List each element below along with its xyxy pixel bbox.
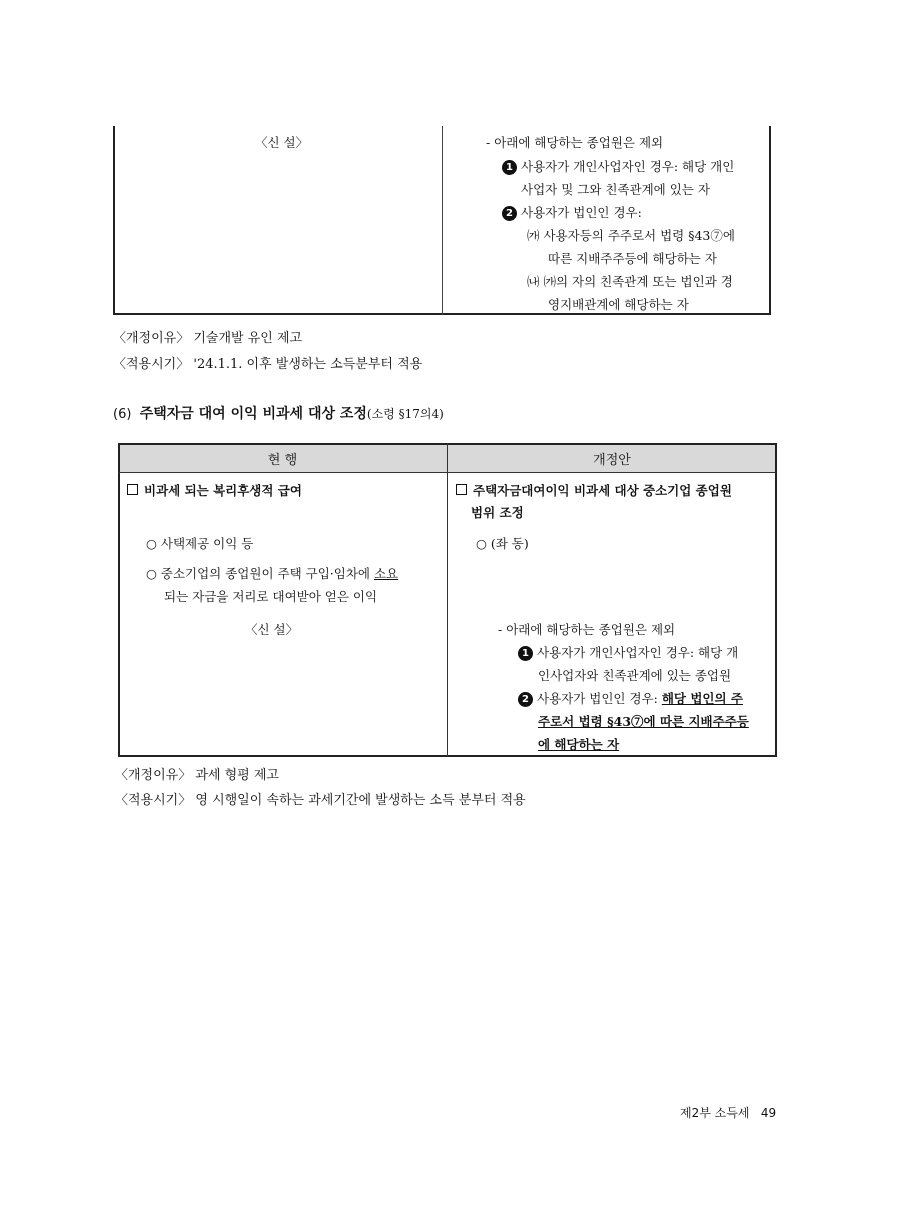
proposed-title: 주택자금대여이익 비과세 대상 중소기업 종업원 (456, 481, 732, 500)
header-proposed: 개정안 (593, 453, 631, 468)
proposed-title-cont: 범위 조정 (471, 505, 524, 520)
checkbox-square-icon (456, 484, 467, 495)
current-item-2: ○ 중소기업의 종업원이 주택 구입·임차에 소요 (146, 566, 399, 581)
section-heading: (6) 주택자금 대여 이익 비과세 대상 조정(소령 §17의4) (113, 406, 444, 422)
proposed-n2-cont1: 주로서 법령 §43⑦에 따른 지배주주등 (538, 714, 749, 729)
current-title: 비과세 되는 복리후생적 급여 (127, 481, 302, 500)
checkbox-square-icon (127, 484, 138, 495)
number-2-icon: 2 (502, 206, 517, 221)
revision-reason-2: 〈개정이유〉 과세 형평 제고 (115, 768, 279, 783)
proposed-n2: 2 사용자가 법인인 경우: 해당 법인의 주 (518, 689, 743, 708)
proposed-n2-cont2: 에 해당하는 자 (538, 737, 620, 752)
table1-sub-ga: ㈎ 사용자등의 주주로서 법령 §43⑦에 (527, 228, 735, 243)
revision-reason-1: 〈개정이유〉 기술개발 유인 제고 (113, 331, 303, 346)
table-column-divider (442, 126, 443, 315)
table1-item-1: 1 사용자가 개인사업자인 경우: 해당 개인 (502, 157, 734, 176)
header-current: 현 행 (267, 453, 298, 468)
page-number: 49 (760, 1106, 777, 1120)
application-date-2: 〈적용시기〉 영 시행일이 속하는 과세기간에 발생하는 소득 분부터 적용 (115, 793, 526, 808)
current-item-1: ○ 사택제공 이익 등 (146, 536, 254, 551)
page-footer (680, 1104, 776, 1123)
table1-sub-na: ㈏ ㈎의 자의 친족관계 또는 법인과 경 (527, 274, 733, 289)
proposed-item-1: ○ (좌 동) (476, 536, 529, 551)
number-1-icon: 1 (518, 646, 533, 661)
number-1-icon: 1 (502, 160, 517, 175)
table1-sub-na-cont: 영지배관계에 해당하는 자 (548, 297, 689, 312)
application-date-1: 〈적용시기〉 '24.1.1. 이후 발생하는 소득분부터 적용 (113, 357, 423, 372)
table1-exclusion-line: - 아래에 해당하는 종업원은 제외 (486, 135, 664, 150)
table1-item-2: 2 사용자가 법인인 경우: (502, 203, 642, 222)
table1-sub-ga-cont: 따른 지배주주등에 해당하는 자 (548, 251, 717, 266)
table1-item-1-cont: 사업자 및 그와 친족관계에 있는 자 (521, 182, 710, 197)
proposed-n1: 1 사용자가 개인사업자인 경우: 해당 개 (518, 643, 738, 662)
table-column-divider (447, 443, 448, 757)
current-item-2-cont: 되는 자금을 저리로 대여받아 얻은 이익 (164, 589, 378, 604)
proposed-exclusion: - 아래에 해당하는 종업원은 제외 (498, 622, 676, 637)
current-new: 〈신 설〉 (245, 622, 299, 637)
footer-part: 제2부 소득세 (680, 1106, 750, 1120)
table1-left-new: 〈신 설〉 (255, 135, 309, 150)
number-2-icon: 2 (518, 692, 533, 707)
proposed-n1-cont: 인사업자와 친족관계에 있는 종업원 (538, 668, 732, 683)
